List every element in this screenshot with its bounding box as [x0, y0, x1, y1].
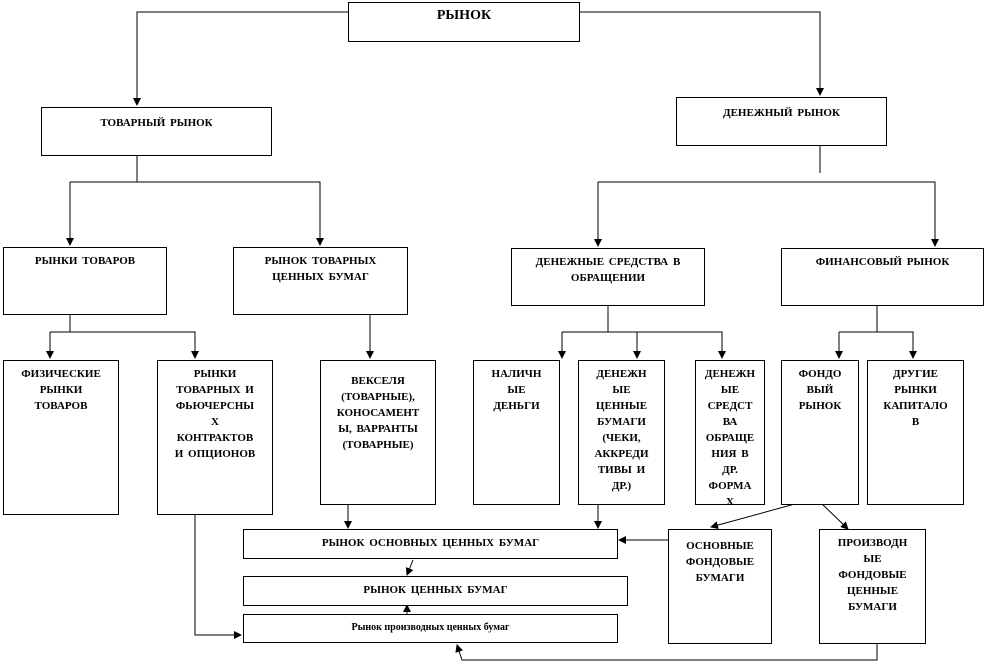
- node-money-securities: [578, 360, 665, 505]
- node-primary-stock-papers: [668, 529, 772, 644]
- node-goods-market-label: ТОВАРНЫЙ РЫНОК: [100, 117, 213, 129]
- node-money-securities-label: ДЕНЕЖН ЫЕ ЦЕННЫЕ БУМАГИ (ЧЕКИ, АККРЕДИ ТИВЫ И ДР.): [594, 368, 649, 492]
- node-goods-market: [41, 107, 272, 156]
- node-securities-market-label: РЫНОК ЦЕННЫХ БУМАГ: [363, 584, 508, 596]
- node-cash-label: НАЛИЧН ЫЕ ДЕНЬГИ: [491, 368, 542, 412]
- node-derivative-stock-papers-label: ПРОИЗВОДН ЫЕ ФОНДОВЫЕ ЦЕННЫЕ БУМАГИ: [837, 537, 908, 613]
- node-derivatives-market: [243, 614, 618, 643]
- connector-money-financial: [598, 182, 935, 246]
- node-financial-market-label: ФИНАНСОВЫЙ РЫНОК: [815, 256, 950, 268]
- node-money-market-label: ДЕНЕЖНЫЙ РЫНОК: [723, 107, 840, 119]
- node-stock-market: [781, 360, 859, 505]
- connector-stock-derivpapers: [820, 502, 848, 529]
- node-primary-securities-market: [243, 529, 618, 559]
- node-derivatives-market-label: Рынок производных ценных бумаг: [351, 622, 510, 633]
- node-derivative-stock-papers: [819, 529, 926, 644]
- node-money-in-circulation-label: ДЕНЕЖНЫЕ СРЕДСТВА В ОБРАЩЕНИИ: [535, 256, 681, 284]
- node-stock-market-label: ФОНДО ВЫЙ РЫНОК: [798, 368, 842, 412]
- node-other-capital-markets-label: ДРУГИЕ РЫНКИ КАПИТАЛО В: [883, 368, 948, 428]
- node-market: [348, 2, 580, 42]
- node-commodity-securities-market: [233, 247, 408, 315]
- node-money-in-circulation: [511, 248, 705, 306]
- node-commodity-securities-market-label: РЫНОК ТОВАРНЫХ ЦЕННЫХ БУМАГ: [264, 255, 377, 283]
- node-futures-markets: [157, 360, 273, 515]
- node-commodity-markets: [3, 247, 167, 315]
- connector-market-goods: [137, 12, 348, 105]
- connector-financial-capital: [839, 332, 913, 358]
- node-primary-stock-papers-label: ОСНОВНЫЕ ФОНДОВЫЕ БУМАГИ: [685, 540, 755, 584]
- node-bills-label: ВЕКСЕЛЯ (ТОВАРНЫЕ), КОНОСАМЕНТ Ы, ВАРРАНТЫ (ТОВАРНЫЕ): [336, 375, 420, 451]
- node-primary-securities-market-label: РЫНОК ОСНОВНЫХ ЦЕННЫХ БУМАГ: [321, 537, 540, 549]
- node-financial-market: [781, 248, 984, 306]
- connector-futures-derivatives: [195, 514, 241, 635]
- node-other-circulation: [695, 360, 765, 508]
- node-market-label: РЫНОК: [436, 8, 492, 23]
- connector-market-money: [579, 12, 820, 95]
- node-physical-markets: [3, 360, 119, 515]
- node-cash: [473, 360, 560, 505]
- connector-primary-securities: [407, 560, 413, 575]
- node-securities-market: [243, 576, 628, 606]
- connector-goods-securities: [70, 182, 320, 245]
- node-money-market: [676, 97, 887, 146]
- node-other-capital-markets: [867, 360, 964, 505]
- connector-derivpapers-derivatives: [457, 643, 877, 660]
- node-other-circulation-label: ДЕНЕЖН ЫЕ СРЕДСТ ВА ОБРАЩЕ НИЯ В ДР. ФОРМА Х: [704, 368, 756, 508]
- connector-commodities-futures: [50, 332, 195, 358]
- connector-circulation-moneysec: [562, 332, 722, 358]
- node-commodity-markets-label: РЫНКИ ТОВАРОВ: [34, 255, 136, 267]
- node-bills: [320, 360, 436, 505]
- node-physical-markets-label: ФИЗИЧЕСКИЕ РЫНКИ ТОВАРОВ: [21, 368, 101, 412]
- node-futures-markets-label: РЫНКИ ТОВАРНЫХ И ФЬЮЧЕРСНЫ Х КОНТРАКТОВ И ОПЦИОНОВ: [174, 368, 256, 460]
